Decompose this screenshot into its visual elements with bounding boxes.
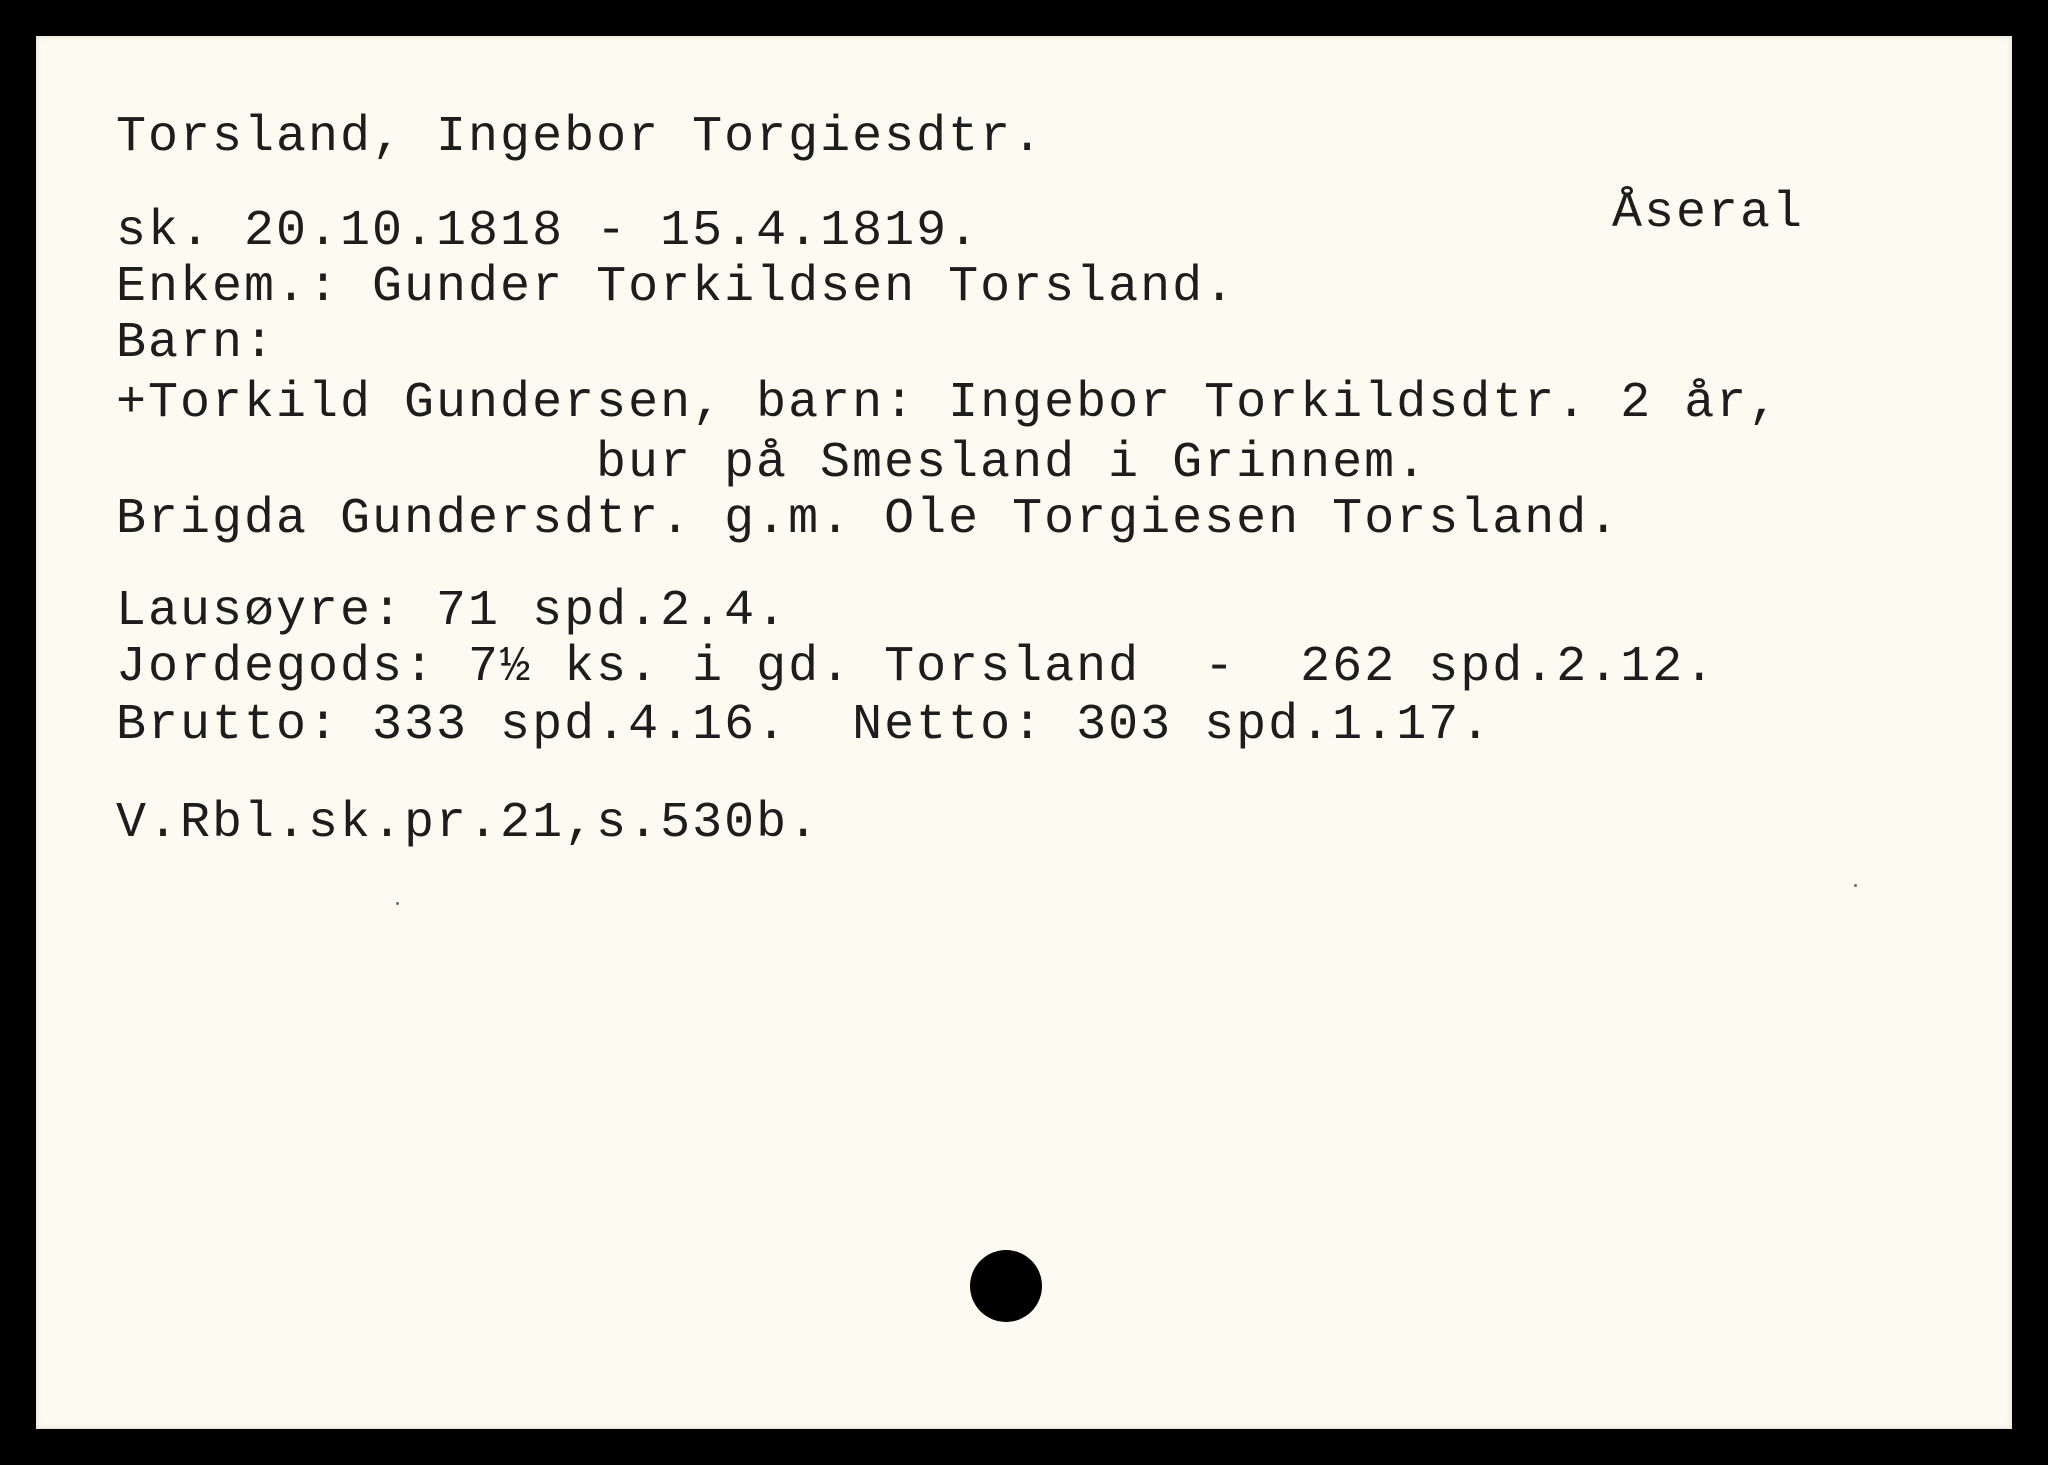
record-child-1-continuation: bur på Smesland i Grinnem.	[596, 435, 1429, 492]
paper-speck	[396, 902, 399, 905]
record-child-1-line: +Torkild Gundersen, barn: Ingebor Torkildsdtr. 2 år,	[116, 375, 1781, 432]
paper-speck	[1854, 884, 1857, 887]
record-name-line: Torsland, Ingebor Torgiesdtr.	[116, 109, 1045, 166]
punch-hole	[970, 1250, 1042, 1322]
record-totals-line: Brutto: 333 spd.4.16. Netto: 303 spd.1.17.	[116, 697, 1493, 754]
record-children-heading: Barn:	[116, 315, 277, 372]
record-source-line: V.Rbl.sk.pr.21,s.530b.	[116, 795, 821, 852]
record-child-2-line: Brigda Gundersdtr. g.m. Ole Torgiesen Torsland.	[116, 491, 1621, 548]
record-date-line: sk. 20.10.1818 - 15.4.1819.	[116, 203, 981, 260]
record-land-line: Jordegods: 7½ ks. i gd. Torsland - 262 spd.2.12.	[116, 639, 1717, 696]
record-card	[36, 36, 2012, 1429]
record-widower-line: Enkem.: Gunder Torkildsen Torsland.	[116, 259, 1237, 316]
record-movables-line: Lausøyre: 71 spd.2.4.	[116, 583, 789, 640]
record-place: Åseral	[1612, 185, 1805, 242]
